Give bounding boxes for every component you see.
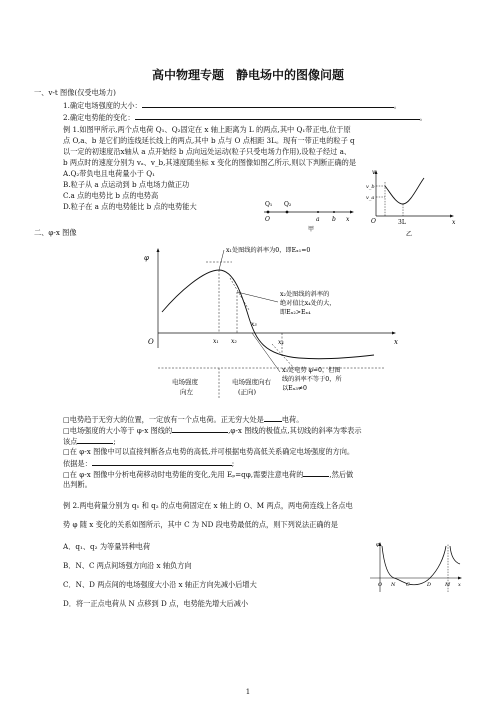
example1-line: 点 O,a、b 是它们的连线延长线上的两点,其中 b 点与 O 点相距 3L。现有一带正电的粒子 q	[63, 136, 355, 145]
example2-line: 例 2.两电荷量分别为 q₁ 和 q₂ 的点电荷固定在 x 轴上的 O、M 两点，两电荷连线上各点电	[63, 501, 353, 510]
answer-blank	[142, 100, 394, 108]
box-right-line1: 电场强度向右	[232, 378, 271, 386]
box-left-line2: 向左	[180, 388, 193, 396]
example1-option-c: C.a 点的电势比 b 点的电势高	[63, 191, 159, 200]
label-q1: Q₁	[265, 201, 273, 208]
label-o: O	[148, 338, 154, 346]
annotation-x3-line1: x₃处电势 φ=0，但图	[282, 367, 341, 374]
section1-line1	[63, 100, 401, 111]
label-d: D	[427, 582, 432, 588]
annotation-x2-line2: 绝对值比x₄处的大，	[280, 300, 336, 307]
annotation-x3-line3: 以Eₓ₃≠0	[282, 385, 307, 392]
example2-option-c: C．N、D 两点间的电场强度大小沿 x 轴正方向先减小后增大	[63, 580, 257, 589]
label-o: O	[265, 216, 270, 223]
section1-line2	[63, 112, 427, 123]
bullet-line	[63, 436, 116, 447]
bullet-line	[63, 469, 353, 480]
annotation-x2-line1: x₂处图线的斜率的	[280, 291, 330, 298]
label-phi: φ	[144, 254, 149, 262]
answer-blank	[303, 469, 329, 477]
label-o: O	[371, 218, 376, 225]
answer-blank	[92, 458, 235, 468]
bullet-line	[63, 425, 362, 436]
bullet-text: □在 φ-x 图像中分析电荷移动时电势能的变化,先用 Eₚ=qφ,需要注意电荷的	[63, 470, 304, 479]
figure-jia	[258, 192, 358, 232]
example1-option-a: A.Q₂带负电且电荷量小于 Q₁	[63, 169, 155, 178]
label-b: b	[332, 216, 336, 223]
bullet-line: 出判断。	[63, 480, 92, 489]
page-title: 高中物理专题 静电场中的图像问题	[151, 68, 344, 82]
label-m: M	[445, 582, 451, 588]
bullet-text: 依据是：	[63, 459, 92, 468]
label-x4: x₄	[278, 339, 284, 346]
example1-line: 以一定的初速度沿x轴从 a 点开始经 b 点向远处运动(粒子只受电场力作用),设粒子经过 a、	[63, 147, 352, 156]
label-x: x	[458, 582, 461, 588]
example1-line: 例 1.如图甲所示,两个点电荷 Q₁、Q₂固定在 x 轴上距离为 L 的两点,其中 Q₁带正电,位于原	[63, 125, 351, 134]
answer-blank	[135, 112, 420, 120]
annotation-x2-line3: 即Eₓ₂>Eₓ₄	[280, 309, 311, 316]
section1-line2-end: 。	[419, 113, 427, 122]
figure-yi	[366, 168, 466, 243]
bullet-line	[63, 414, 303, 425]
bullet-text: □电势趋于无穷大的位置，一定放有一个点电荷。正无穷大处是	[63, 415, 264, 424]
phi-curve	[162, 270, 374, 359]
label-vb: v_b	[366, 184, 375, 190]
page-number: 1	[245, 688, 251, 696]
bullet-text: ;	[113, 437, 116, 446]
example2-option-d: D．将一正点电荷从 N 点移到 D 点，电势能先增大后减小	[63, 599, 249, 608]
bullet-line	[63, 458, 234, 469]
label-phi: φ	[376, 542, 380, 548]
label-va: v_a	[366, 195, 375, 201]
label-v: v	[372, 169, 376, 176]
bullet-line: □在 φ-x 图像中可以直接判断各点电势的高低,并可根据电势高低关系确定电场强度的方向。	[63, 447, 355, 456]
bullet-text: 该点	[63, 437, 78, 446]
label-3l: 3L	[398, 219, 406, 226]
bullet-text: □电场强度的大小等于 φ-x 图线的	[63, 426, 173, 435]
bullet-text: ;	[231, 459, 235, 468]
box-right-line2: (正向)	[238, 388, 257, 396]
section1-line1-end: 。	[393, 101, 401, 110]
label-o: O	[378, 582, 383, 588]
example2-line: 势 φ 随 x 变化的关系如图所示，其中 C 为 ND 段电势最低的点，则下列说法正确的是	[63, 520, 338, 529]
label-n: N	[391, 582, 396, 588]
label-q2: Q₂	[284, 201, 292, 208]
phi-curve	[382, 546, 446, 585]
annotation-x3-line2: 线的斜率不等于0，所	[282, 376, 342, 383]
example1-option-d: D.粒子在 a 点的电势能比 b 点的电势能大	[63, 202, 197, 211]
answer-blank	[172, 425, 228, 433]
label-x: x	[394, 338, 398, 346]
bullet-text: 电荷。	[281, 415, 304, 424]
label-c: C	[406, 582, 410, 588]
example2-option-a: A．q₁、q₂ 为等量异种电荷	[63, 542, 151, 551]
section2-heading: 二、φ-x 图像	[34, 228, 77, 237]
label-a: a	[316, 216, 320, 223]
example2-figure	[366, 540, 466, 602]
charge-q1-dot	[267, 211, 270, 214]
example1-option-b: B.粒子从 a 点运动到 b 点电场力做正功	[63, 180, 190, 189]
example1-line: b 两点时的速度分别为 vₐ、v_b,其速度随坐标 x 变化的图像如图乙所示,则以下判断正确的是	[63, 158, 357, 167]
label-x: x	[346, 216, 350, 223]
box-left-line1: 电场强度	[172, 378, 198, 386]
section1-heading: 一、v-t 图像(仅受电场力)	[34, 88, 116, 97]
label-x3: x₃	[251, 321, 257, 328]
example2-option-b: B．N、C 两点间场强方向沿 x 轴负方向	[63, 561, 192, 570]
answer-blank	[264, 414, 282, 422]
caption-jia: 甲	[308, 226, 315, 232]
section1-line2-text: 2.确定电势能的变化：	[63, 113, 135, 122]
charge-q2-dot	[286, 211, 289, 214]
velocity-curve	[385, 178, 424, 204]
section1-line1-text: 1.确定电场强度的大小：	[63, 101, 142, 110]
phi-x-figure	[134, 240, 404, 410]
caption-yi: 乙	[406, 231, 413, 238]
bullet-text: ,φ-x 图线的极值点,其切线的斜率为零表示	[228, 426, 362, 435]
answer-blank	[77, 436, 116, 446]
annotation-x1: x₁处图线的斜率为0，即Eₓ₁=0	[226, 247, 311, 254]
bullet-text: ,然后做	[329, 470, 354, 479]
label-x2: x₂	[231, 338, 237, 345]
label-x1: x₁	[213, 338, 219, 345]
label-x: x	[452, 219, 456, 226]
